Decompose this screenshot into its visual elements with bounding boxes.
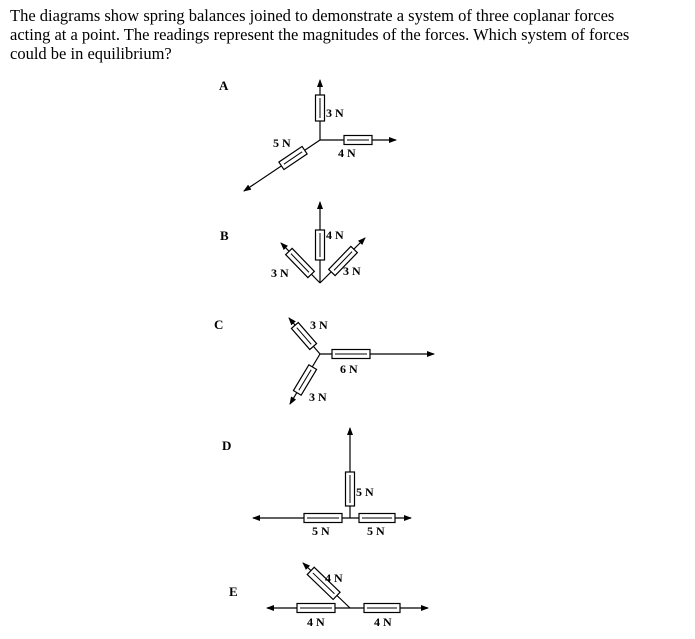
option-c-letter: C bbox=[214, 317, 224, 332]
option-c-label-up: 3 N bbox=[310, 318, 328, 332]
option-b-label-left: 3 N bbox=[271, 266, 289, 280]
option-d-label-up: 5 N bbox=[356, 485, 374, 499]
option-a[interactable] bbox=[219, 78, 396, 191]
option-a-diagram bbox=[244, 80, 396, 191]
question-line-3: could be in equilibrium? bbox=[10, 44, 172, 63]
option-e-label-left: 4 N bbox=[307, 615, 325, 629]
option-e-diagram bbox=[267, 563, 428, 613]
option-e-label-right: 4 N bbox=[374, 615, 392, 629]
option-d[interactable] bbox=[222, 428, 411, 538]
option-d-letter: D bbox=[222, 438, 232, 453]
question-line-1: The diagrams show spring balances joined to demonstrate a system of three coplanar forces bbox=[10, 6, 615, 25]
option-b[interactable] bbox=[220, 202, 365, 283]
option-d-label-right: 5 N bbox=[367, 524, 385, 538]
option-b-letter: B bbox=[220, 228, 229, 243]
option-c[interactable] bbox=[214, 317, 434, 404]
option-a-letter: A bbox=[219, 78, 229, 93]
option-a-label-up: 3 N bbox=[326, 106, 344, 120]
option-d-label-left: 5 N bbox=[312, 524, 330, 538]
option-b-label-right: 3 N bbox=[343, 264, 361, 278]
option-a-label-right: 4 N bbox=[338, 146, 356, 160]
option-a-label-diagonal: 5 N bbox=[273, 136, 291, 150]
option-e-letter: E bbox=[229, 584, 238, 599]
question-line-2: acting at a point. The readings represent the magnitudes of the forces. Which system of forces bbox=[10, 25, 630, 44]
option-c-label-down: 3 N bbox=[309, 390, 327, 404]
option-c-label-right: 6 N bbox=[340, 362, 358, 376]
option-e[interactable] bbox=[229, 563, 428, 629]
option-b-label-up: 4 N bbox=[326, 228, 344, 242]
option-e-label-diagonal: 4 N bbox=[325, 571, 343, 585]
option-d-diagram bbox=[253, 428, 411, 523]
